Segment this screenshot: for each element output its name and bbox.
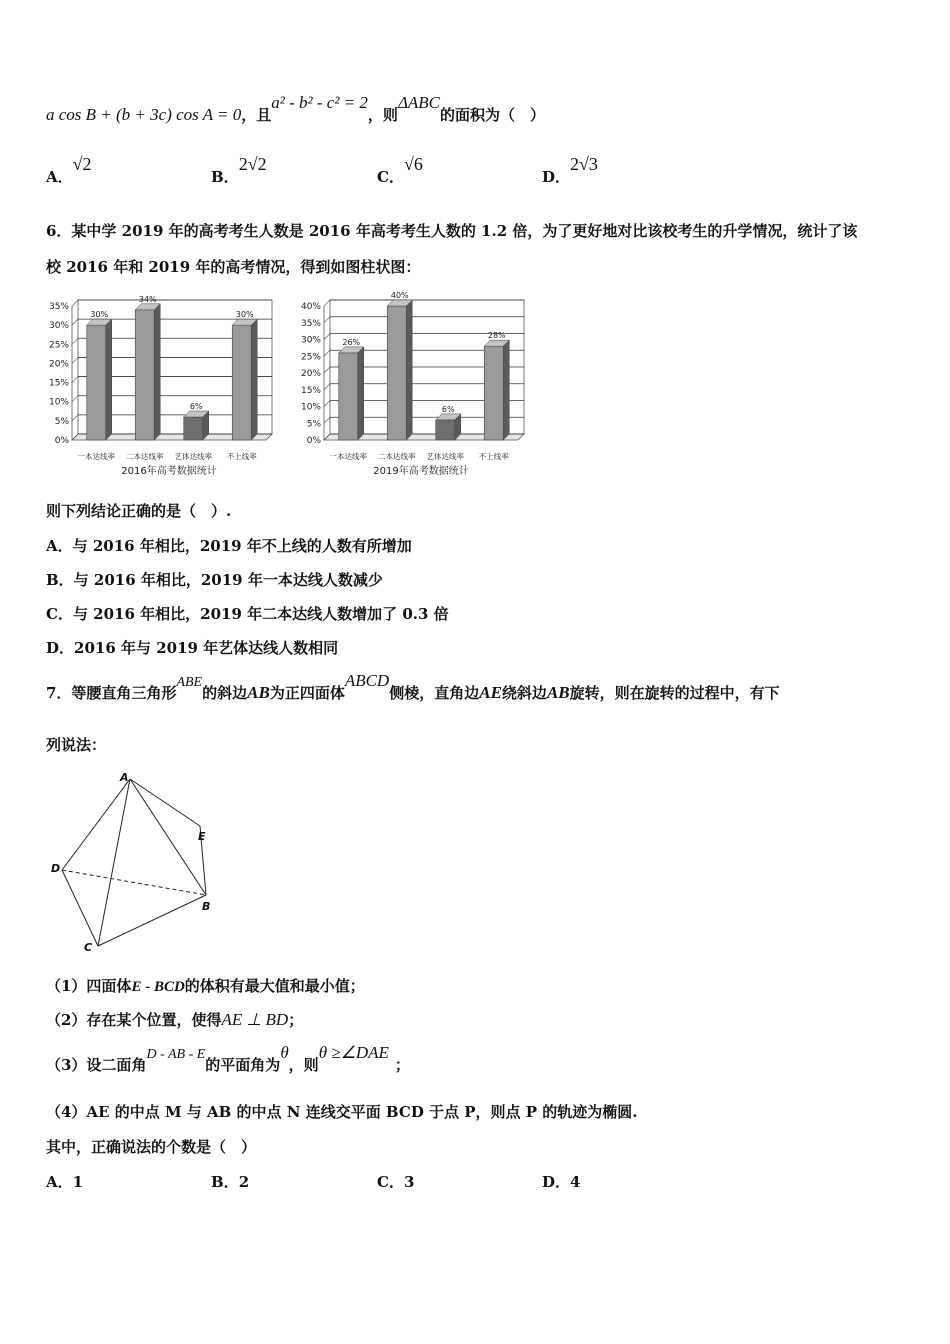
q6-option-d: D．2016 年与 2019 年艺体达线人数相同 xyxy=(46,639,339,657)
q6-option-a: A．与 2016 年相比，2019 年不上线的人数有所增加 xyxy=(46,537,412,555)
chart-data-label: 30% xyxy=(90,310,109,320)
q5-triangle: ΔABC xyxy=(397,93,441,112)
chart-bar-side xyxy=(154,304,160,440)
q6-stem-line2: 校 2016 年和 2019 年的高考情况，得到如图柱状图： xyxy=(46,258,421,276)
chart-x-tick-label: 一本达线率 xyxy=(329,452,367,461)
option-label: A． xyxy=(46,1173,73,1191)
q7-text: （3）设二面角 xyxy=(46,1056,147,1074)
chart-y-tick-label: 35% xyxy=(48,302,69,312)
chart-grid-side xyxy=(324,384,330,390)
edge-ab xyxy=(130,779,206,895)
q7-text: 为正四面体 xyxy=(269,684,345,702)
option-value: 2√3 xyxy=(570,154,598,174)
q5-mid: ，则 xyxy=(367,106,398,124)
chart-y-tick-label: 10% xyxy=(48,397,69,408)
q7-math-abe: ABE xyxy=(176,675,203,690)
chart-y-tick-label: 20% xyxy=(48,359,69,370)
chart-y-tick-label: 30% xyxy=(48,321,69,332)
q6-option-c: C．与 2016 年相比，2019 年二本达线人数增加了 0.3 倍 xyxy=(46,605,449,623)
chart-grid-side xyxy=(324,350,330,356)
edge-ac xyxy=(98,779,130,946)
chart-x-tick-label: 不上线率 xyxy=(226,452,257,461)
chart-data-label: 6% xyxy=(189,402,203,412)
q7-option-c xyxy=(377,1171,414,1192)
edge-ad xyxy=(62,779,130,870)
chart-data-label: 26% xyxy=(342,337,361,347)
chart-bar xyxy=(87,325,106,440)
q5-option-a xyxy=(46,154,92,187)
q5-join: ，且 xyxy=(241,106,272,124)
q7-text: ； xyxy=(288,1011,304,1029)
q7-text: 的体积有最大值和最小值； xyxy=(184,977,365,995)
option-label: B． xyxy=(211,1173,239,1191)
q7-math-ab: AB xyxy=(546,683,570,702)
chart-data-label: 34% xyxy=(138,294,157,304)
q7-question: 其中，正确说法的个数是（ ） xyxy=(46,1138,257,1156)
chart-x-tick-label: 艺体达线率 xyxy=(426,452,464,461)
chart-data-label: 28% xyxy=(487,331,506,341)
option-value: 3 xyxy=(403,1173,415,1191)
q7-math: θ ≥∠DAE xyxy=(318,1043,389,1062)
q7-option-b xyxy=(211,1171,249,1192)
q7-text: （2）存在某个位置，使得 xyxy=(46,1011,222,1029)
chart-bar xyxy=(135,310,154,440)
q7-text: 侧棱，直角边 xyxy=(389,684,480,702)
option-value: √2 xyxy=(72,154,92,174)
option-value: 2 xyxy=(238,1173,250,1191)
edge-db-hidden xyxy=(62,870,206,895)
q7-math: AE ⊥ BD xyxy=(221,1010,289,1029)
q6-stem-line1: 6．某中学 2019 年的高考考生人数是 2016 年高考考生人数的 1.2 倍，为了更好地对比该校考生的升学情况，统计了该 xyxy=(46,222,858,240)
q7-text: 7．等腰直角三角形 xyxy=(46,684,177,702)
chart-y-tick-label: 5% xyxy=(54,416,69,427)
option-value: 2√2 xyxy=(238,154,267,174)
tetrahedron-figure xyxy=(46,768,226,958)
q7-math-ab: AB xyxy=(247,683,270,702)
chart-grid-side xyxy=(72,415,78,421)
q7-math: D - AB - E xyxy=(146,1047,206,1062)
chart-grid-side xyxy=(324,334,330,340)
q7-math: θ xyxy=(280,1043,289,1062)
chart-bar-side xyxy=(106,319,112,440)
chart-data-label: 6% xyxy=(441,404,455,414)
chart-bar-side xyxy=(406,300,412,440)
label-a: A xyxy=(120,771,129,784)
chart-y-tick-label: 15% xyxy=(300,385,321,396)
q7-text: ，则 xyxy=(288,1056,319,1074)
option-label: B． xyxy=(211,168,239,186)
chart-x-tick-label: 不上线率 xyxy=(478,452,509,461)
chart-bar xyxy=(232,325,251,440)
chart-grid-side xyxy=(72,319,78,325)
chart-x-tick-label: 二本达线率 xyxy=(126,452,164,461)
option-label: A． xyxy=(46,168,73,186)
chart-y-tick-label: 30% xyxy=(300,335,321,346)
chart-bar xyxy=(484,346,503,440)
option-value: 4 xyxy=(570,1173,581,1191)
chart-2019 xyxy=(294,290,534,480)
q7-option-a xyxy=(46,1171,83,1192)
chart-y-tick-label: 20% xyxy=(300,369,321,379)
option-label: C． xyxy=(377,1173,404,1191)
chart-y-tick-label: 0% xyxy=(306,436,321,446)
edge-ae xyxy=(130,779,200,826)
chart-grid-side xyxy=(324,317,330,323)
option-value: 1 xyxy=(72,1173,84,1191)
label-b: B xyxy=(202,900,211,913)
q7-math-abcd: ABCD xyxy=(344,671,390,690)
q6-question: 则下列结论正确的是（ ）. xyxy=(46,502,232,520)
chart-y-tick-label: 25% xyxy=(48,340,69,351)
chart-x-tick-label: 二本达线率 xyxy=(378,452,416,461)
chart-grid-side xyxy=(72,338,78,344)
chart-grid-side xyxy=(324,367,330,373)
chart-y-tick-label: 35% xyxy=(300,318,321,329)
option-label: D． xyxy=(542,168,571,186)
option-value: √6 xyxy=(403,154,423,174)
chart-grid-side xyxy=(72,377,78,383)
chart-grid-side xyxy=(324,401,330,407)
q5-option-c xyxy=(377,154,423,187)
chart-bar xyxy=(436,420,455,440)
q7-option-d xyxy=(542,1171,580,1192)
option-label: D． xyxy=(542,1173,571,1191)
label-c: C xyxy=(84,941,93,954)
chart-data-label: 40% xyxy=(390,291,409,300)
chart-grid-side xyxy=(324,417,330,423)
q7-text: （1）四面体 xyxy=(46,977,132,995)
q7-statement-2 xyxy=(46,1009,303,1030)
chart-data-label: 30% xyxy=(235,310,254,320)
q7-stem-line2: 列说法： xyxy=(46,736,107,754)
chart-grid-side xyxy=(72,396,78,402)
chart-bar-side xyxy=(358,347,364,440)
q5-condition xyxy=(46,93,546,125)
q5-option-b xyxy=(211,154,267,187)
q7-text: 的斜边 xyxy=(202,684,248,702)
chart-title: 2016年高考数据统计 xyxy=(121,466,217,477)
edge-dc xyxy=(62,870,98,946)
q7-math: E - BCD xyxy=(131,979,185,995)
chart-title: 2019年高考数据统计 xyxy=(373,466,469,477)
label-d: D xyxy=(51,862,61,875)
q7-text: ； xyxy=(394,1056,410,1074)
q5-equation-1: a cos B + (b + 3c) cos A = 0 xyxy=(46,105,242,124)
label-e: E xyxy=(198,830,206,843)
chart-y-tick-label: 10% xyxy=(300,402,321,413)
q7-text: 的平面角为 xyxy=(205,1056,281,1074)
q5-tail: 的面积为（ ） xyxy=(440,106,546,124)
chart-bar xyxy=(184,417,203,440)
q7-math-ae: AE xyxy=(479,683,502,702)
chart-x-tick-label: 一本达线率 xyxy=(77,452,115,461)
chart-y-tick-label: 15% xyxy=(48,378,69,389)
chart-bar-side xyxy=(503,340,509,440)
q7-statement-1 xyxy=(46,975,365,996)
q6-option-b: B．与 2016 年相比，2019 年一本达线人数减少 xyxy=(46,571,383,589)
chart-bar xyxy=(339,353,358,440)
chart-y-tick-label: 5% xyxy=(306,419,321,430)
chart-y-tick-label: 25% xyxy=(300,352,321,363)
q7-text: 绕斜边 xyxy=(501,684,547,702)
chart-y-tick-label: 0% xyxy=(54,436,69,446)
chart-grid-side xyxy=(72,300,78,306)
q7-statement-4: （4）AE 的中点 M 与 AB 的中点 N 连线交平面 BCD 于点 P，则点 P 的轨迹为椭圆. xyxy=(46,1103,638,1121)
chart-x-tick-label: 艺体达线率 xyxy=(174,452,212,461)
chart-bar-side xyxy=(251,319,257,440)
edge-cb xyxy=(98,895,206,946)
option-label: C． xyxy=(377,168,404,186)
q7-stem-line1 xyxy=(46,671,780,703)
q7-text: 旋转，则在旋转的过程中，有下 xyxy=(569,684,780,702)
chart-bar xyxy=(387,306,406,440)
q5-equation-2: a² - b² - c² = 2 xyxy=(271,93,368,112)
chart-grid-side xyxy=(324,300,330,306)
q7-statement-3 xyxy=(46,1043,410,1075)
q5-option-d xyxy=(542,154,598,187)
chart-2016 xyxy=(42,290,282,480)
chart-grid-side xyxy=(72,357,78,363)
chart-y-tick-label: 40% xyxy=(300,302,321,312)
